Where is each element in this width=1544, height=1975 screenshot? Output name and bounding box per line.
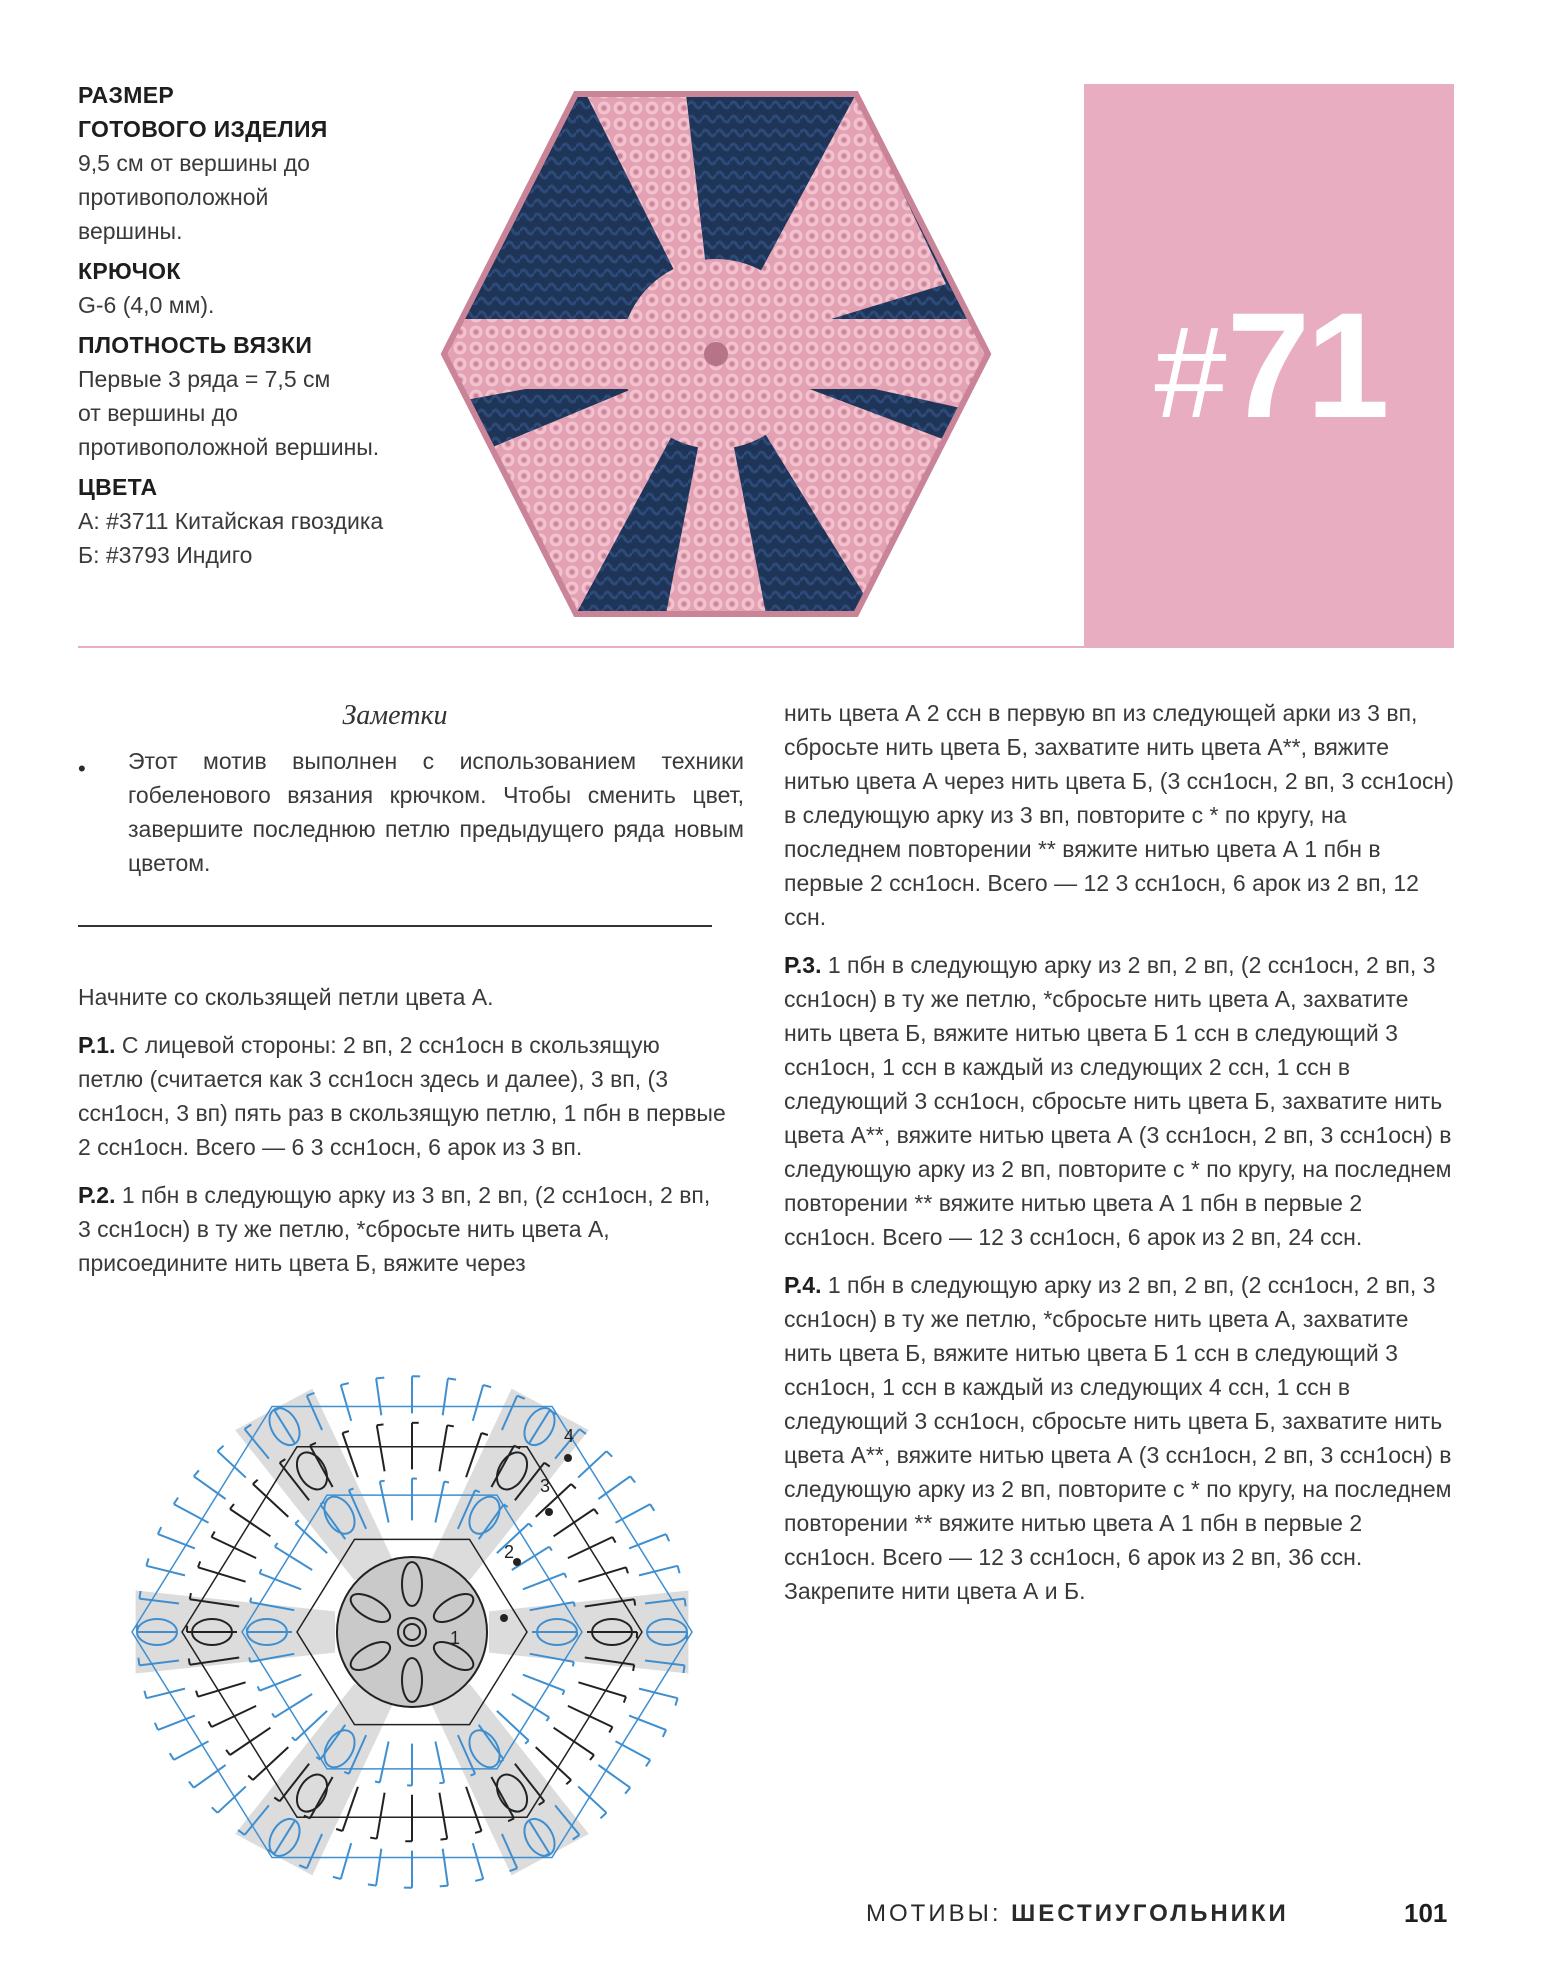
stitch-mark: [601, 1813, 607, 1818]
size-text-2: противоположной: [78, 184, 269, 210]
gauge-heading: ПЛОТНОСТЬ ВЯЗКИ: [78, 332, 313, 358]
stitch-mark: [194, 1470, 199, 1476]
stitch-mark: [439, 1793, 447, 1839]
stitch-mark: [226, 1750, 230, 1755]
round-2: Р.2. 1 пбн в следующую арку из 3 вп, 2 вп, (2 ссн1осн, 2 вп, 3 ссн1осн) в ту же петлю, *сбросьте нить цвета А, присоедините нить цвета Б, вяжите через: [78, 1182, 711, 1276]
stitch-mark: [139, 1591, 140, 1599]
stitch-mark: [212, 1532, 215, 1538]
corner-wedge: [235, 1389, 393, 1581]
page-number: 101: [1404, 1898, 1448, 1928]
stitch-mark: [146, 1689, 185, 1699]
stitch-mark: [646, 1760, 650, 1767]
stitch-mark: [571, 1484, 576, 1489]
stitch-mark: [529, 1524, 532, 1527]
stitch-mark: [639, 1566, 678, 1576]
stitch-mark: [549, 1547, 552, 1551]
stitch-mark: [380, 1481, 385, 1482]
stitch-mark: [260, 1675, 302, 1691]
stitch-mark: [375, 1782, 380, 1783]
stitch-mark: [336, 1829, 342, 1831]
note-text: Этот мотив выполнен с использованием техники гобеленового вязания крючком. Чтобы сменить цвет, завершите последнюю петлю предыдущего ряда новым цветом.: [128, 748, 744, 876]
stitch-mark: [448, 1378, 456, 1379]
stitch-mark: [566, 1780, 571, 1784]
hook-text: G-6 (4,0 мм).: [78, 292, 215, 318]
stitch-mark: [523, 1675, 565, 1691]
stitch-mark: [629, 1716, 666, 1730]
stitch-mark: [563, 1691, 565, 1695]
stitch-mark: [685, 1599, 686, 1607]
stitch-mark: [376, 1849, 381, 1886]
stitch-mark: [439, 1425, 447, 1471]
color-a: А: #3711 Китайская гвоздика: [78, 508, 384, 534]
color-b: Б: #3793 Индиго: [78, 542, 253, 568]
intro-text: Начните со скользящей петли цвета А.: [78, 984, 494, 1010]
stitch-mark: [376, 1378, 381, 1415]
corner-wedge: [431, 1684, 589, 1876]
round-1: Р.1. С лицевой стороны: 2 вп, 2 ссн1осн в скользящую петлю (считается как 3 ссн1осн здесь и далее), 3 вп, (3 ссн1осн, 3 вп) пять раз в скользящую петлю, 1 пбн в первые 2 ссн1осн. Всего — 6 3 ссн1осн, 6 арок из 3 вп.: [78, 1032, 726, 1160]
stitch-mark: [607, 1451, 613, 1457]
stitch-mark: [198, 1682, 246, 1696]
top-divider: [78, 646, 1454, 648]
stitch-mark: [174, 1741, 209, 1760]
stitch-mark: [292, 1737, 295, 1740]
stitch-mark: [155, 1723, 158, 1730]
stitch-mark: [190, 1593, 191, 1599]
stitch-mark: [198, 1561, 200, 1567]
stitch-mark: [370, 1838, 377, 1839]
stitch-mark: [170, 1753, 174, 1760]
stitch-mark: [189, 1659, 190, 1665]
stitch-mark: [639, 1689, 678, 1699]
stitch-mark: [546, 1717, 549, 1721]
round-start-dot: [500, 1614, 508, 1622]
stitch-mark: [678, 1566, 680, 1573]
stitch-mark: [275, 1543, 278, 1547]
crochet-diagram: [112, 1352, 712, 1912]
motif-photo: [436, 84, 996, 624]
round-start-dot: [545, 1508, 553, 1516]
round-2-label: 2: [504, 1542, 515, 1562]
stitch-mark: [663, 1730, 666, 1737]
stitch-mark: [440, 1886, 448, 1887]
stitch-mark: [523, 1573, 565, 1589]
size-heading: РАЗМЕР: [78, 82, 174, 108]
stitch-mark: [198, 1567, 246, 1581]
round-4-label: 4: [564, 1426, 575, 1446]
spec-block: [78, 78, 498, 578]
stitch-mark: [574, 1602, 575, 1607]
colors-heading: ЦВЕТА: [78, 474, 158, 500]
stitch-mark: [573, 1662, 574, 1667]
round-4: Р.4. 1 пбн в следующую арку из 2 вп, 2 вп, (2 ссн1осн, 2 вп, 3 ссн1осн) в ту же петлю, *сбросьте нить цвета А, захватите нить цвета Б, вяжите нитью цвета Б 1 ссн в следующий 3 ссн1осн, 1 ссн в каждый из следующих 4 ссн, 1 ссн в следующий 3 ссн1осн, сбросьте нить цвета Б, захватите нить цвета А**, вяжите нитью цвета А (3 ссн1осн, 2 вп, 3 ссн1осн) в следующую арку из 2 вп, повторите с * по кругу, на последнем повторении ** вяжите нитью цвета А 1 пбн в первые 2 ссн1осн. Всего — 12 3 ссн1осн, 6 арок из 2 вп, 36 ссн. Закрепите нити цвета А и Б.: [784, 1272, 1452, 1604]
round-2-continued: нить цвета А 2 ссн в первую вп из следующей арки из 3 вп, сбросьте нить цвета Б, захватите нить цвета А**, вяжите нитью цвета А через нить цвета Б, (3 ссн1осн, 2 вп, 3 ссн1осн) в следующую арку из 3 вп, повторите с * по кругу, на последнем повторении ** вяжите нитью цвета А 1 пбн в первые 2 ссн1осн. Всего — 12 3 ссн1осн, 6 арок из 2 вп, 12 ссн.: [784, 700, 1454, 930]
stitch-mark: [343, 1431, 349, 1433]
note-bullet: •: [78, 756, 86, 781]
size-text-1: 9,5 см от вершины до: [78, 150, 310, 176]
instructions-left: [78, 980, 728, 1294]
stitch-mark: [444, 1482, 449, 1483]
stitch-mark: [249, 1657, 250, 1662]
stitch-mark: [146, 1558, 148, 1565]
stitch-mark: [578, 1567, 626, 1581]
stitch-mark: [376, 1378, 384, 1379]
stitch-mark: [626, 1567, 628, 1573]
stitch-mark: [683, 1665, 684, 1673]
stitch-mark: [250, 1598, 251, 1603]
stitch-mark: [341, 1843, 351, 1879]
stitch-mark: [443, 1378, 448, 1415]
stitch-mark: [272, 1713, 275, 1717]
stitch-mark: [260, 1569, 262, 1573]
pattern-number: #71: [1152, 281, 1386, 449]
stitch-mark: [138, 1658, 139, 1666]
stitch-mark: [333, 1877, 341, 1879]
center-round: [337, 1557, 487, 1707]
pattern-number-badge: [1084, 84, 1454, 646]
stitch-mark: [609, 1727, 612, 1733]
corner-wedge: [235, 1684, 393, 1876]
stitch-mark: [443, 1849, 448, 1886]
stitch-mark: [629, 1534, 666, 1548]
stitch-mark: [295, 1520, 299, 1523]
stitch-mark: [475, 1879, 483, 1881]
stitch-mark: [616, 1504, 651, 1523]
stitch-mark: [590, 1755, 594, 1760]
stitch-mark: [341, 1383, 349, 1385]
size-text-3: вершины.: [78, 218, 183, 244]
stitch-mark: [380, 1482, 389, 1523]
stitch-mark: [380, 1742, 389, 1783]
stitch-mark: [341, 1385, 351, 1421]
notes-title: Заметки: [342, 700, 448, 731]
stitch-mark: [650, 1504, 654, 1511]
stitch-mark: [578, 1682, 626, 1696]
section-footer: МОТИВЫ: ШЕСТИУГОЛЬНИКИ: [866, 1900, 1289, 1927]
gauge-text-2: от вершины до: [78, 400, 238, 426]
stitch-mark: [675, 1698, 677, 1705]
stitch-mark: [447, 1425, 454, 1426]
stitch-mark: [634, 1599, 635, 1605]
stitch-mark: [158, 1534, 195, 1548]
stitch-mark: [144, 1691, 146, 1698]
stitch-mark: [253, 1480, 258, 1484]
stitch-mark: [616, 1741, 651, 1760]
stitch-mark: [630, 1476, 635, 1482]
stitch-mark: [525, 1741, 529, 1744]
stitch-mark: [258, 1686, 260, 1690]
gauge-text-1: Первые 3 ряда = 7,5 см: [78, 366, 331, 392]
stitch-mark: [260, 1573, 302, 1589]
stitch-mark: [435, 1742, 444, 1783]
stitch-mark: [174, 1504, 209, 1523]
stitch-mark: [473, 1843, 483, 1879]
stitch-mark: [473, 1385, 483, 1421]
gauge-text-3: противоположной вершины.: [78, 434, 380, 460]
stitch-mark: [666, 1534, 669, 1541]
round-1-label: 1: [450, 1628, 461, 1648]
stitch-mark: [624, 1697, 626, 1703]
stitch-mark: [209, 1721, 212, 1727]
round-start-dot: [564, 1454, 572, 1462]
stitch-mark: [368, 1884, 376, 1885]
stitch-mark: [439, 1783, 444, 1784]
round-start-dot: [513, 1558, 521, 1566]
stitch-mark: [158, 1716, 195, 1730]
stitch-mark: [158, 1527, 161, 1534]
stitch-mark: [377, 1424, 384, 1425]
stitch-mark: [196, 1691, 198, 1697]
stitch-mark: [625, 1788, 630, 1794]
size-heading-2: ГОТОВОГО ИЗДЕЛИЯ: [78, 116, 328, 142]
notes-divider: [78, 925, 712, 927]
stitch-mark: [441, 1839, 448, 1840]
stitch-mark: [564, 1573, 566, 1577]
instructions-right: [784, 696, 1454, 1622]
stitch-mark: [435, 1482, 444, 1523]
hook-heading: КРЮЧОК: [78, 258, 181, 284]
stitch-mark: [218, 1446, 224, 1451]
stitch-mark: [230, 1504, 234, 1509]
stitch-mark: [174, 1498, 178, 1505]
round-3: Р.3. 1 пбн в следующую арку из 2 вп, 2 вп, (2 ссн1осн, 2 вп, 3 ссн1осн) в ту же петлю, *сбросьте нить цвета А, захватите нить цвета Б, вяжите нитью цвета Б 1 ссн в следующий 3 ссн1осн, 1 ссн в каждый из следующих 2 ссн, 1 ссн в следующий 3 ссн1осн, сбросьте нить цвета Б, захватите нить цвета А**, вяжите нитью цвета А (3 ссн1осн, 2 вп, 3 ссн1осн) в следующую арку из 2 вп, повторите с * по кругу, на последнем повторении ** вяжите нитью цвета А 1 пбн в первые 2 ссн1осн. Всего — 12 3 ссн1осн, 6 арок из 2 вп, 24 ссн.: [784, 952, 1452, 1250]
stitch-mark: [613, 1537, 616, 1543]
stitch-mark: [212, 1807, 218, 1813]
stitch-mark: [482, 1433, 488, 1435]
stitch-mark: [377, 1793, 385, 1839]
round-3-label: 3: [540, 1476, 551, 1496]
stitch-mark: [248, 1776, 253, 1781]
stitch-mark: [594, 1509, 598, 1514]
stitch-mark: [377, 1425, 385, 1471]
stitch-mark: [483, 1385, 491, 1387]
stitch-mark: [475, 1831, 481, 1833]
stitch-mark: [633, 1665, 634, 1671]
stitch-mark: [189, 1782, 194, 1788]
stitch-mark: [146, 1566, 185, 1576]
